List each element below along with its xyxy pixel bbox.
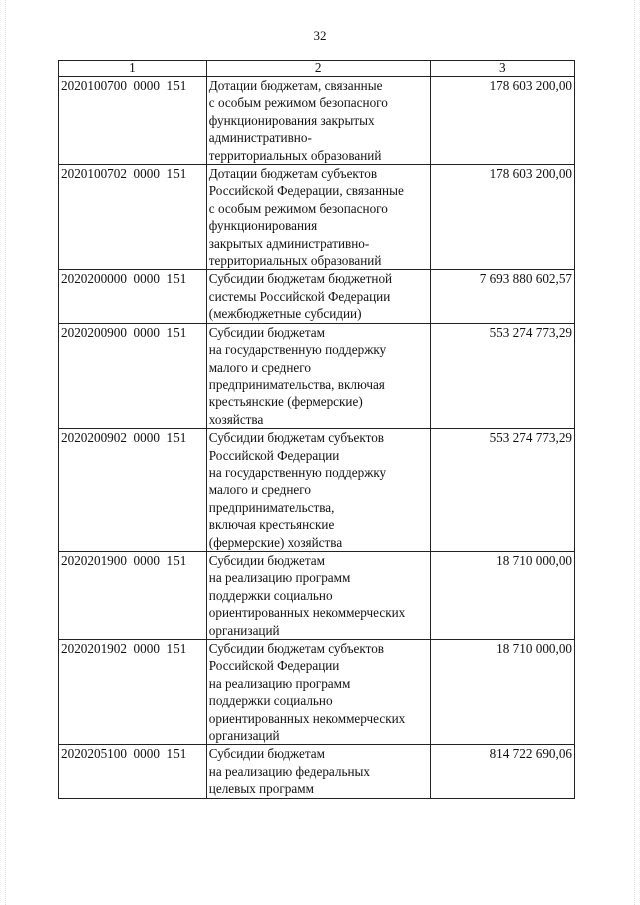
classification-code-cell: 2020200000 0000 151 (59, 270, 207, 323)
revenue-name-line: (фермерские) хозяйства (208, 534, 343, 550)
revenue-name-cell (206, 640, 430, 745)
scan-edge-right (634, 0, 640, 905)
amount-cell: 18 710 000,00 (430, 551, 574, 639)
revenue-name-cell (206, 77, 430, 165)
revenue-name-line: поддержки социально (208, 587, 333, 603)
column-header-name: 2 (206, 61, 430, 77)
revenue-name-line: на государственную поддержку (208, 464, 387, 480)
revenue-name-cell (206, 270, 430, 323)
column-header-amount: 3 (430, 61, 574, 77)
revenue-name-line: на реализацию федеральных (208, 763, 371, 779)
amount-cell: 553 274 773,29 (430, 323, 574, 428)
revenue-name-line: (межбюджетные субсидии) (208, 306, 362, 322)
revenue-name-line: крестьянские (фермерские) (208, 394, 363, 410)
revenue-name-line: закрытых административно- (208, 235, 370, 251)
revenue-name-line: Субсидии бюджетам (208, 324, 325, 340)
revenue-name-line: административно- (208, 130, 312, 146)
revenue-name-line: территориальных образований (208, 147, 382, 163)
budget-table (58, 60, 575, 799)
revenue-name-line: хозяйства (208, 411, 264, 427)
table-header-row (59, 61, 575, 77)
amount-cell: 7 693 880 602,57 (430, 270, 574, 323)
revenue-name-line: на реализацию программ (208, 570, 351, 586)
revenue-name-line: целевых программ (208, 781, 314, 797)
revenue-name-line: малого и среднего (208, 482, 311, 498)
classification-code-cell: 2020100702 0000 151 (59, 165, 207, 270)
revenue-name-cell (206, 745, 430, 798)
revenue-name-cell (206, 323, 430, 428)
amount-cell: 178 603 200,00 (430, 165, 574, 270)
revenue-name-line: предпринимательства, (208, 499, 335, 515)
revenue-name-line: с особым режимом безопасного (208, 200, 388, 216)
table-row (59, 165, 575, 270)
scan-edge-left (0, 0, 6, 905)
revenue-name-line: Дотации бюджетам субъектов (208, 166, 378, 182)
revenue-name-line: с особым режимом безопасного (208, 95, 388, 111)
table-row (59, 429, 575, 552)
revenue-name-line: Субсидии бюджетам (208, 746, 325, 762)
revenue-name-cell (206, 429, 430, 552)
revenue-name-line: поддержки социально (208, 693, 333, 709)
classification-code-cell: 2020205100 0000 151 (59, 745, 207, 798)
classification-code-cell: 2020200900 0000 151 (59, 323, 207, 428)
revenue-name-line: организаций (208, 728, 280, 744)
revenue-name-line: на государственную поддержку (208, 342, 387, 358)
revenue-name-line: Дотации бюджетам, связанные (208, 78, 383, 93)
revenue-name-line: Российской Федерации (208, 658, 340, 674)
amount-cell: 553 274 773,29 (430, 429, 574, 552)
amount-cell: 18 710 000,00 (430, 640, 574, 745)
classification-code-cell: 2020100700 0000 151 (59, 77, 207, 165)
classification-code-cell: 2020200902 0000 151 (59, 429, 207, 552)
revenue-name-line: функционирования (208, 218, 318, 234)
revenue-name-line: предпринимательства, включая (208, 376, 385, 392)
revenue-name-cell (206, 551, 430, 639)
classification-code-cell: 2020201900 0000 151 (59, 551, 207, 639)
table-row (59, 551, 575, 639)
table-body (59, 77, 575, 799)
column-header-code: 1 (59, 61, 207, 77)
table-row (59, 323, 575, 428)
revenue-name-line: Субсидии бюджетам субъектов (208, 641, 385, 656)
revenue-name-line: ориентированных некоммерческих (208, 710, 406, 726)
table-row (59, 270, 575, 323)
revenue-name-line: Субсидии бюджетам субъектов (208, 430, 385, 446)
revenue-name-line: системы Российской Федерации (208, 288, 391, 304)
amount-cell: 178 603 200,00 (430, 77, 574, 165)
revenue-name-line: Российской Федерации, связанные (208, 183, 404, 199)
revenue-name-line: территориальных образований (208, 253, 382, 269)
revenue-name-line: Российской Федерации (208, 447, 340, 463)
revenue-name-cell (206, 165, 430, 270)
revenue-name-line: Субсидии бюджетам бюджетной (208, 271, 393, 287)
amount-cell: 814 722 690,06 (430, 745, 574, 798)
revenue-name-line: малого и среднего (208, 359, 311, 375)
page-number: 32 (313, 28, 327, 43)
table-row (59, 77, 575, 165)
classification-code-cell: 2020201902 0000 151 (59, 640, 207, 745)
revenue-name-line: функционирования закрытых (208, 112, 375, 128)
revenue-name-line: включая крестьянские (208, 517, 335, 533)
revenue-name-line: Субсидии бюджетам (208, 552, 325, 568)
revenue-name-line: ориентированных некоммерческих (208, 605, 406, 621)
table-row (59, 640, 575, 745)
revenue-name-line: организаций (208, 622, 280, 638)
revenue-name-line: на реализацию программ (208, 675, 351, 691)
table-row (59, 745, 575, 798)
